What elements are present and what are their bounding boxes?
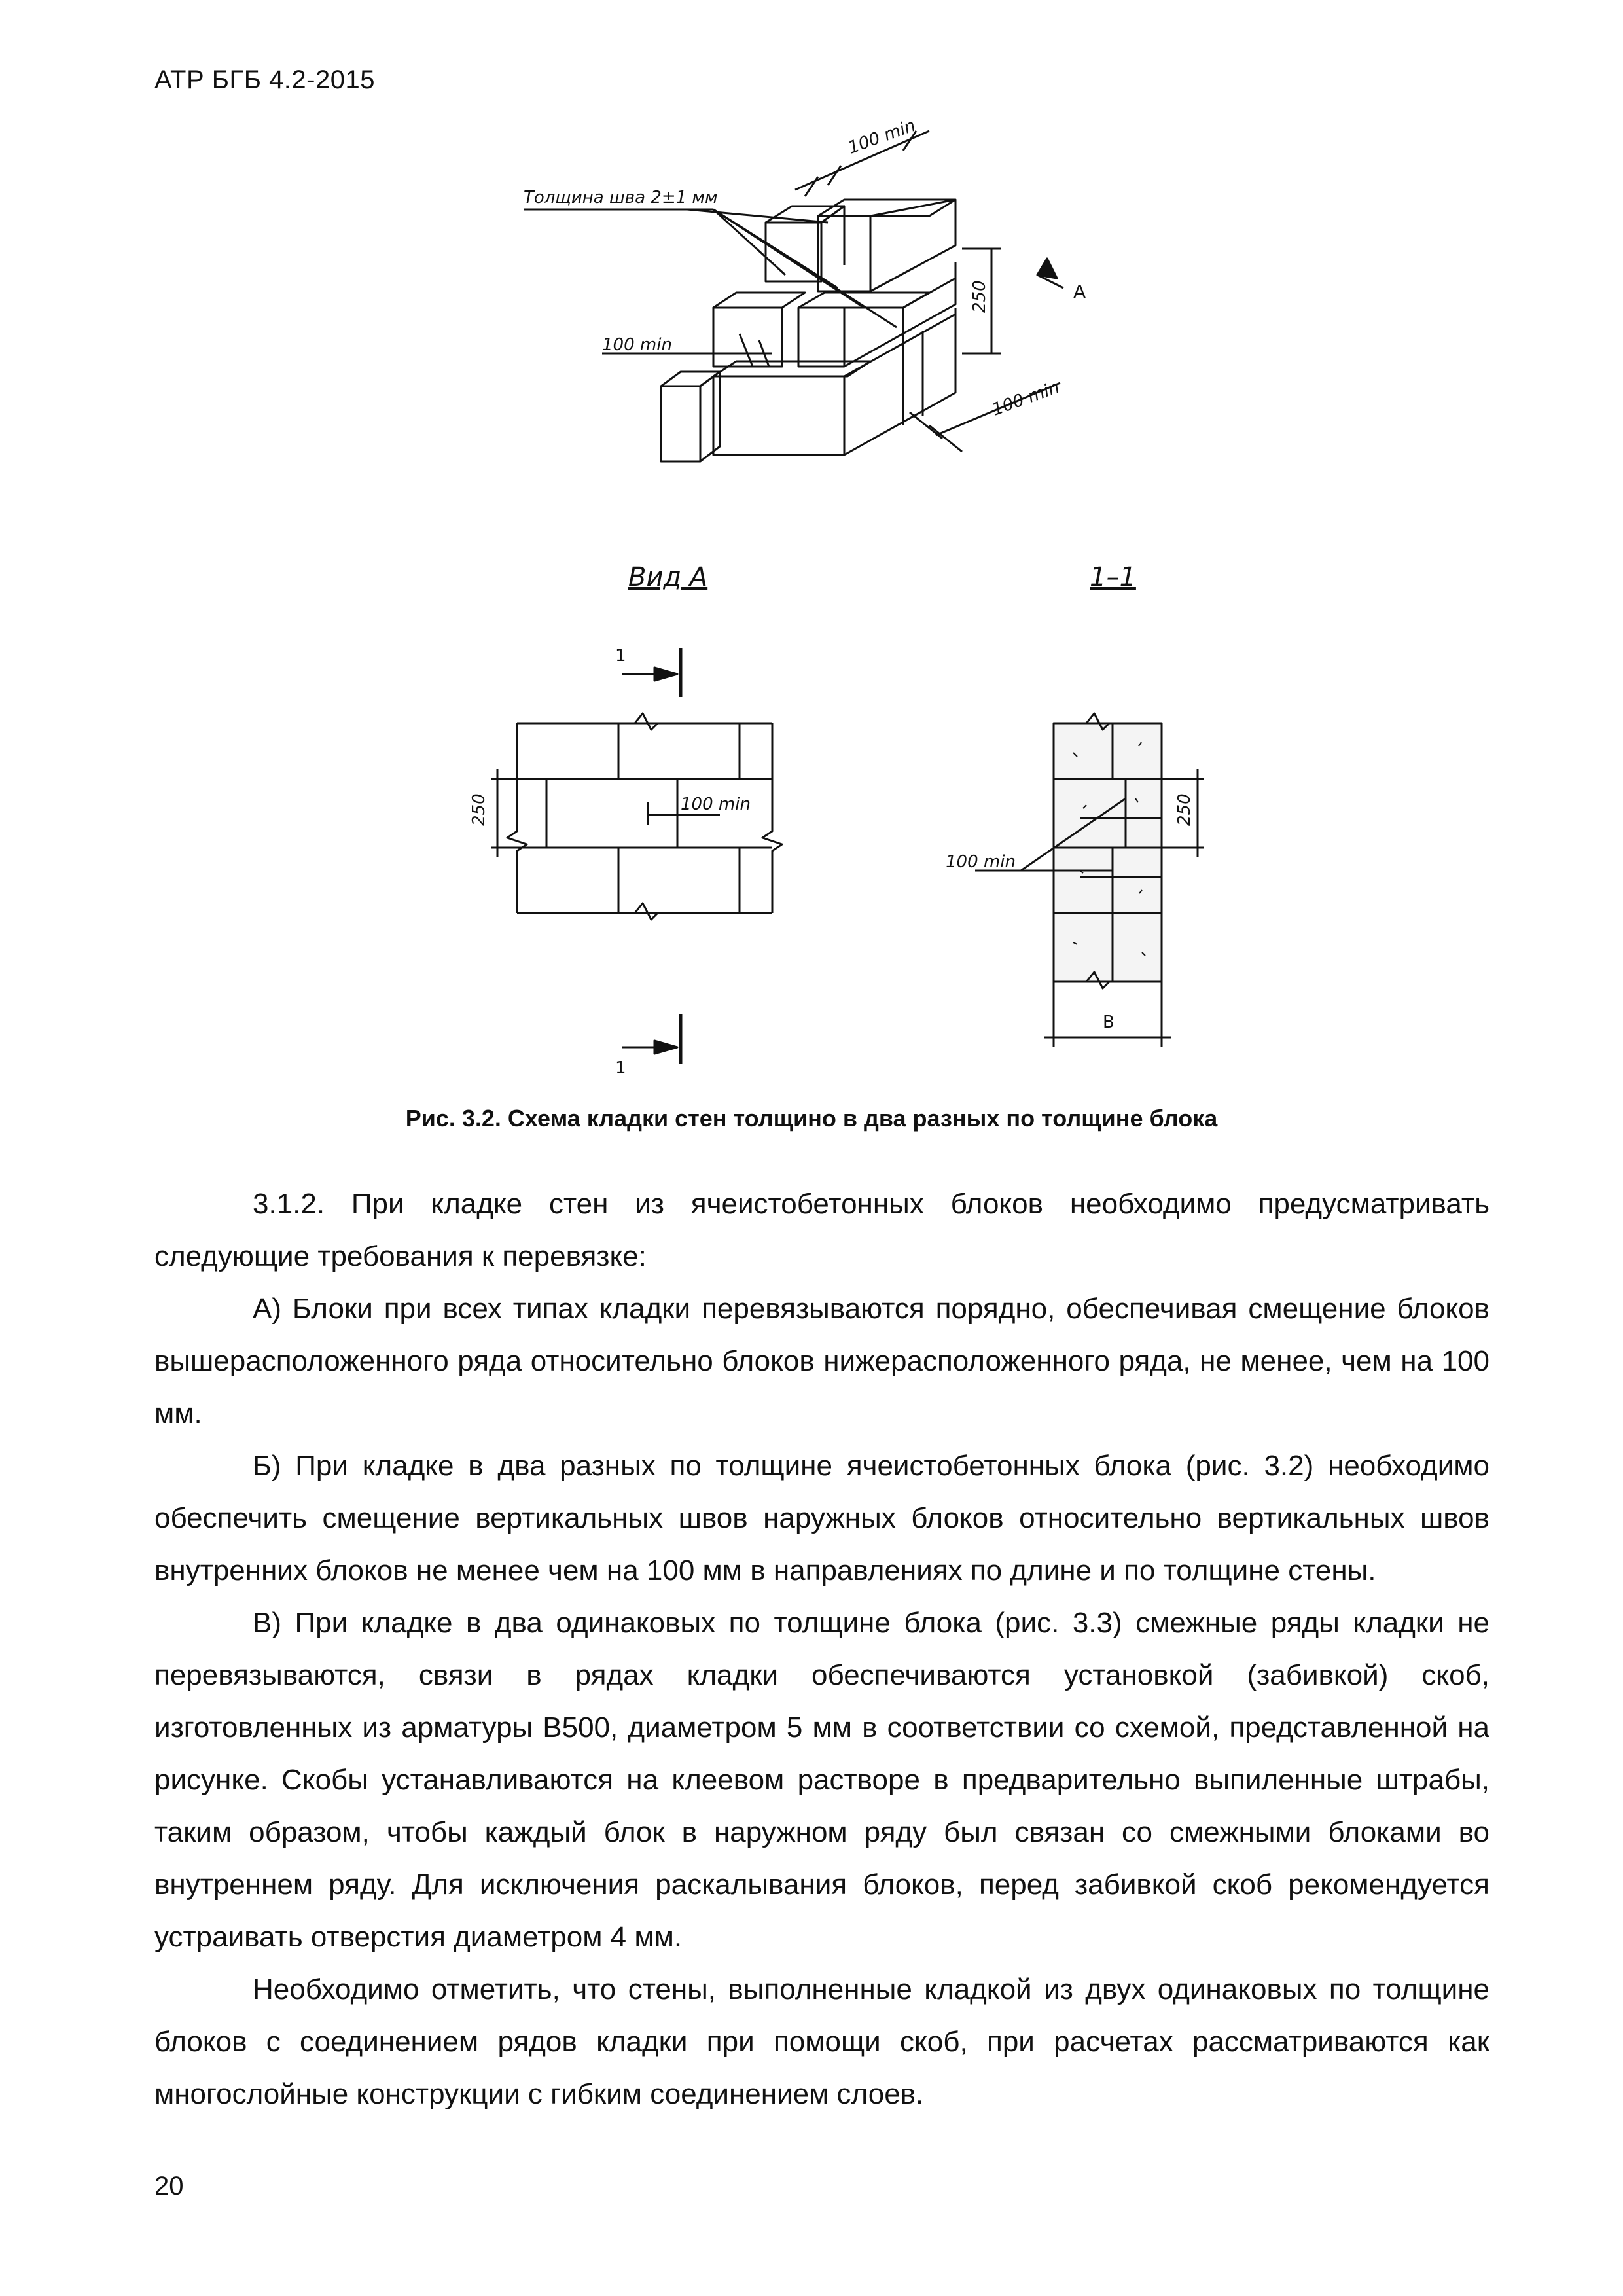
page-number: 20 <box>154 2172 184 2200</box>
section-offset-label: 100 min <box>946 852 1016 872</box>
view-a-elevation <box>491 648 782 1064</box>
view-a-offset-label: 100 min <box>681 795 751 814</box>
iso-height-label: 250 <box>970 280 990 313</box>
paragraph-3-1-2: 3.1.2. При кладке стен из ячеистобетонных блоков необходимо предусматривать следующие требования к перевязке: <box>154 1188 1489 1272</box>
section-height-label: 250 <box>1175 793 1194 826</box>
top-offset-label: 100 min <box>846 115 918 158</box>
paragraph-b: Б) При кладке в два разных по толщине ячеистобетонных блока (рис. 3.2) необходимо обеспечить смещение вертикальных швов наружных блоков относительно вертикальных швов внутренних блоков не менее чем на 100 мм в направлениях по длине и по толщине стены. <box>154 1450 1489 1587</box>
document-code-header: АТР БГБ 4.2-2015 <box>154 65 375 94</box>
paragraph-a: А) Блоки при всех типах кладки перевязываются порядно, обеспечивая смещение блоков вышерасположенного ряда относительно блоков нижерасположенного ряда, не менее, чем на 100 мм. <box>154 1293 1489 1429</box>
masonry-figure <box>0 0 1623 1113</box>
joint-thickness-label: Толщина шва 2±1 мм <box>524 188 718 207</box>
body-text <box>154 1178 1489 2121</box>
figure-caption: Рис. 3.2. Схема кладки стен толщино в два разных по толщине блока <box>405 1105 1218 1132</box>
section-1-1 <box>975 713 1204 1047</box>
left-offset-label: 100 min <box>602 335 672 355</box>
section-mark-top: 1 <box>615 646 626 666</box>
view-a-height-label: 250 <box>469 793 489 826</box>
section-title: 1–1 <box>1090 562 1136 592</box>
view-a-title: Вид А <box>628 562 708 592</box>
paragraph-note: Необходимо отметить, что стены, выполненные кладкой из двух одинаковых по толщине блоков с соединением рядов кладки при помощи скоб, при расчетах рассматриваются как многослойные конструкции с гибким соединением слоев. <box>154 1973 1489 2110</box>
view-arrow-label: А <box>1073 281 1086 302</box>
section-mark-bottom: 1 <box>615 1058 626 1078</box>
section-width-label: В <box>1103 1013 1115 1032</box>
paragraph-v: В) При кладке в два одинаковых по толщине блока (рис. 3.3) смежные ряды кладки не перевязываются, связи в рядах кладки обеспечиваются установкой (забивкой) скоб, изготовленных из арматуры В500, диаметром 5 мм в соответствии со схемой, представленной на рисунке. Скобы устанавливаются на клеевом растворе в предварительно выпиленные штрабы, таким образом, чтобы каждый блок в наружном ряду был связан со смежными блоками во внутреннем ряду. Для исключения раскалывания блоков, перед забивкой скоб рекомендуется устраивать отверстия диаметром 4 мм. <box>154 1607 1489 1953</box>
bottom-offset-label: 100 min <box>990 377 1062 420</box>
